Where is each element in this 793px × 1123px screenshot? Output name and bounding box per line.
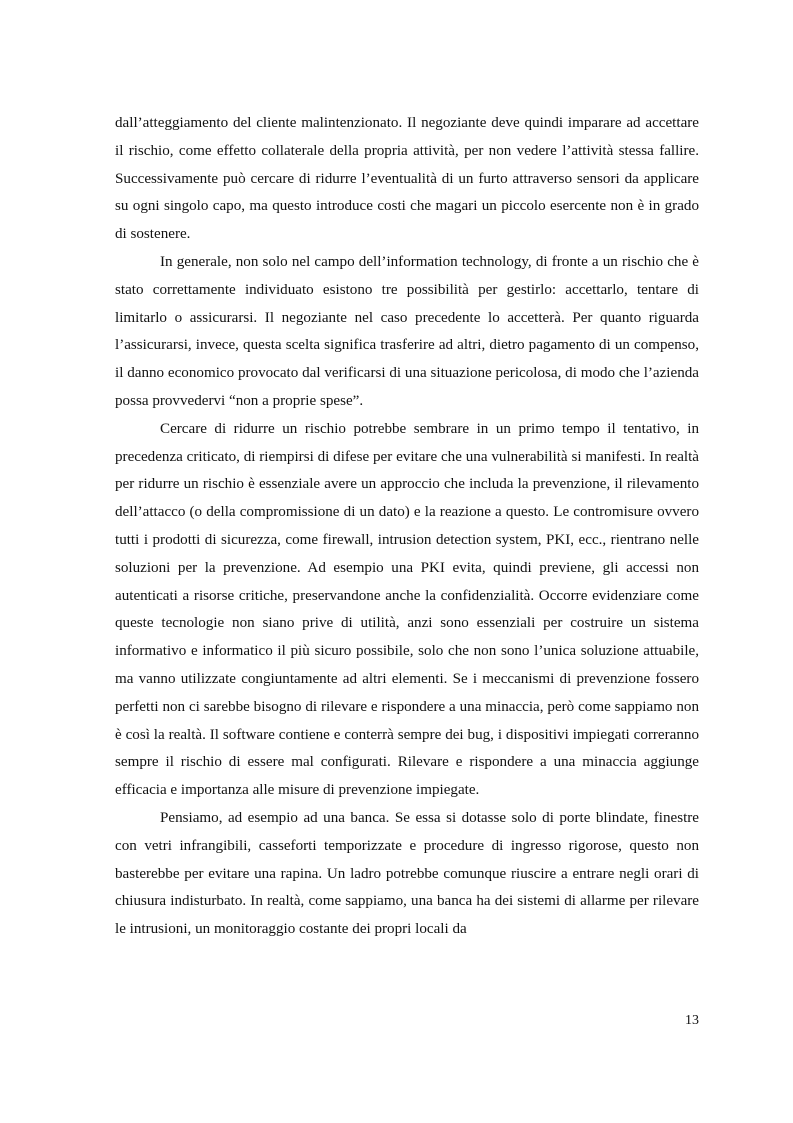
- paragraph-risk-management-options: In generale, non solo nel campo dell’information technology, di fronte a un rischio che è stato correttamente individuato esistono tre possibilità per gestirlo: accettarlo, tentare di limitarlo o assicurarsi. Il negoziante nel caso precedente lo accetterà. Per quanto riguarda l’assicurarsi, invece, questa scelta significa trasferire ad altri, dietro pagamento di un compenso, il danno economico provocato dal verificarsi di una situazione pericolosa, di modo che l’azienda possa provvedervi “non a proprie spese”.: [115, 253, 699, 409]
- paragraph-risk-reduction: Cercare di ridurre un rischio potrebbe sembrare in un primo tempo il tentativo, in precedenza criticato, di riempirsi di difese per evitare che una vulnerabilità si manifesti. In realtà per ridurre un rischio è essenziale avere un approccio che includa la prevenzione, il rilevamento dell’attacco (o della compromissione di un dato) e la reazione a questo. Le contromisure ovvero tutti i prodotti di sicurezza, come firewall, intrusion detection system, PKI, ecc., rientrano nelle soluzioni per la prevenzione. Ad esempio una PKI evita, quindi previene, gli accessi non autenticati a risorse critiche, preservandone anche la confidenzialità. Occorre evidenziare come queste tecnologie non siano prive di utilità, anzi sono essenziali per costruire un sistema informativo e informatico il più sicuro possibile, solo che non sono l’unica soluzione attuabile, ma vanno utilizzate congiuntamente ad altri elementi. Se i meccanismi di prevenzione fossero perfetti non ci sarebbe bisogno di rilevare e rispondere a una minaccia, però come sappiamo non è così la realtà. Il software contiene e conterrà sempre dei bug, i dispositivi impiegati correranno sempre il rischio di essere mal configurati. Rilevare e rispondere a una minaccia aggiunge efficacia e importanza alle misure di prevenzione impiegate.: [115, 420, 699, 799]
- document-body: [115, 110, 699, 944]
- page-number: 13: [685, 1013, 699, 1028]
- paragraph-shop-risk-continuation: dall’atteggiamento del cliente malintenzionato. Il negoziante deve quindi imparare ad accettare il rischio, come effetto collaterale della propria attività, per non vedere l’attività stessa fallire. Successivamente può cercare di ridurre l’eventualità di un furto attraverso sensori da applicare su ogni singolo capo, ma questo introduce costi che magari un piccolo esercente non è in grado di sostenere.: [115, 115, 699, 243]
- paragraph-bank-example: Pensiamo, ad esempio ad una banca. Se essa si dotasse solo di porte blindate, finestre con vetri infrangibili, casseforti temporizzate e procedure di ingresso rigorose, questo non basterebbe per evitare una rapina. Un ladro potrebbe comunque riuscire a entrare negli orari di chiusura indisturbato. In realtà, come sappiamo, una banca ha dei sistemi di allarme per rilevare le intrusioni, un monitoraggio costante dei propri locali da: [115, 809, 699, 938]
